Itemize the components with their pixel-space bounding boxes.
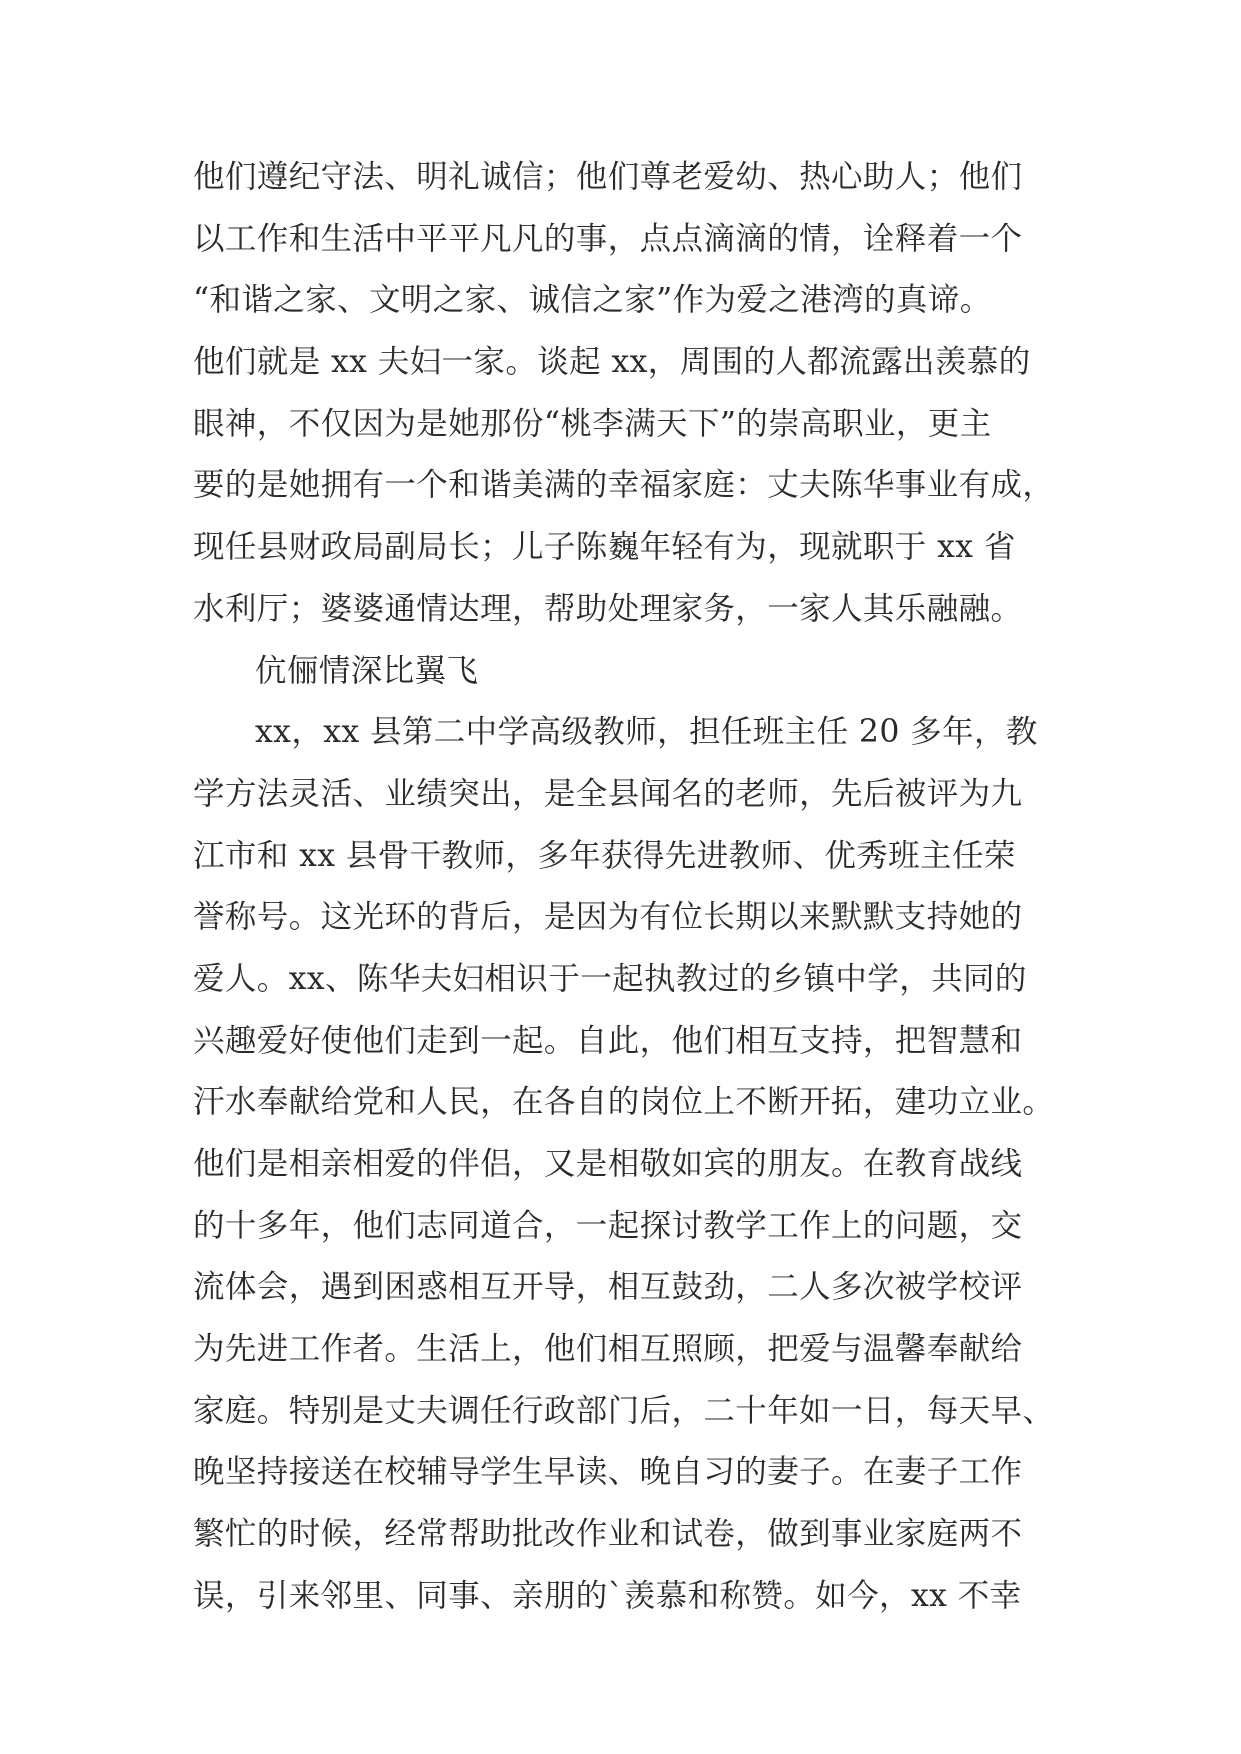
text-line: 水利厅；婆婆通情达理，帮助处理家务，一家人其乐融融。 bbox=[193, 590, 1023, 627]
paragraph-first-line: xx，xx 县第二中学高级教师，担任班主任 20 多年，教 bbox=[255, 714, 1038, 751]
text-line: 现任县财政局副局长；儿子陈巍年轻有为，现就职于 xx 省 bbox=[193, 529, 1016, 566]
text-line: 流体会，遇到困惑相互开导，相互鼓劲，二人多次被学校评 bbox=[193, 1269, 1023, 1306]
text-line: 为先进工作者。生活上，他们相互照顾，把爱与温馨奉献给 bbox=[193, 1331, 1023, 1368]
text-line: 他们就是 xx 夫妇一家。谈起 xx，周围的人都流露出羡慕的 bbox=[193, 344, 1031, 381]
text-line: 江市和 xx 县骨干教师，多年获得先进教师、优秀班主任荣 bbox=[193, 837, 1016, 874]
text-line: “和谐之家、文明之家、诚信之家”作为爱之港湾的真谛。 bbox=[193, 282, 992, 319]
text-line: 兴趣爱好使他们走到一起。自此，他们相互支持，把智慧和 bbox=[193, 1022, 1023, 1059]
section-heading: 伉俪情深比翼飞 bbox=[255, 652, 479, 689]
text-line: 晚坚持接送在校辅导学生早读、晚自习的妻子。在妻子工作 bbox=[193, 1454, 1023, 1491]
text-line: 学方法灵活、业绩突出，是全县闻名的老师，先后被评为九 bbox=[193, 775, 1023, 812]
text-line: 家庭。特别是丈夫调任行政部门后，二十年如一日，每天早、 bbox=[193, 1392, 1055, 1429]
text-line: 误，引来邻里、同事、亲朋的`羡慕和称赞。如今，xx 不幸 bbox=[193, 1577, 1022, 1614]
text-line: 誉称号。这光环的背后，是因为有位长期以来默默支持她的 bbox=[193, 899, 1023, 936]
text-line: 眼神，不仅因为是她那份“桃李满天下”的崇高职业，更主 bbox=[193, 405, 992, 442]
text-line: 爱人。xx、陈华夫妇相识于一起执教过的乡镇中学，共同的 bbox=[193, 960, 1027, 997]
text-line: 以工作和生活中平平凡凡的事，点点滴滴的情，诠释着一个 bbox=[193, 220, 1023, 257]
text-line: 要的是她拥有一个和谐美满的幸福家庭：丈夫陈华事业有成， bbox=[193, 467, 1055, 504]
text-line: 他们是相亲相爱的伴侣，又是相敬如宾的朋友。在教育战线 bbox=[193, 1146, 1023, 1182]
text-line: 繁忙的时候，经常帮助批改作业和试卷，做到事业家庭两不 bbox=[193, 1516, 1023, 1553]
text-line: 汗水奉献给党和人民，在各自的岗位上不断开拓，建功立业。 bbox=[193, 1084, 1055, 1121]
text-line: 他们遵纪守法、明礼诚信；他们尊老爱幼、热心助人；他们 bbox=[193, 159, 1023, 195]
body-text bbox=[193, 147, 1073, 1628]
text-line: 的十多年，他们志同道合，一起探讨教学工作上的问题，交 bbox=[193, 1207, 1023, 1244]
